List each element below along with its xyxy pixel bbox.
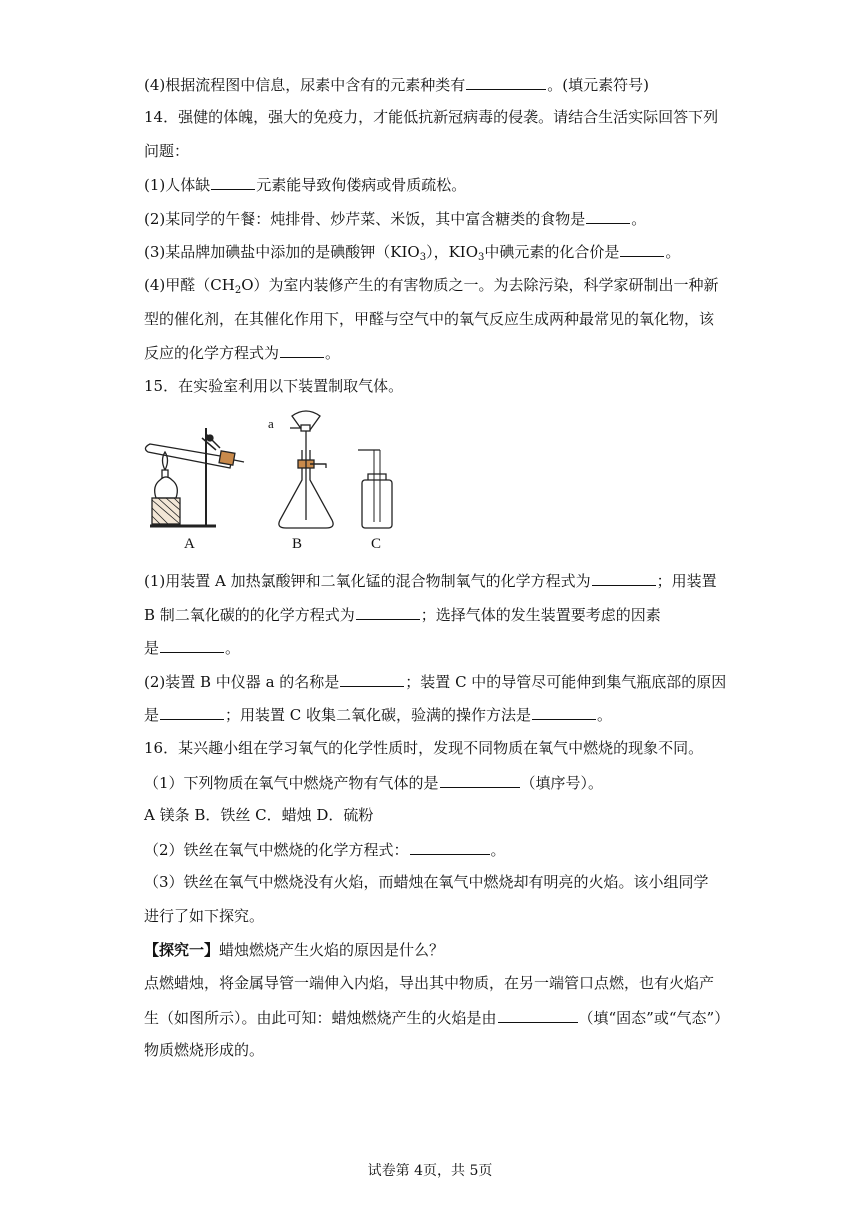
explore-line1: 点燃蜡烛，将金属导管一端伸入内焰，导出其中物质，在另一端管口点燃，也有火焰产 bbox=[144, 974, 715, 992]
explore-line2: 生（如图所示）。由此可知：蜡烛燃烧产生的火焰是由 （填“固态”或“气态”） bbox=[144, 1009, 730, 1027]
q14-4-line3: 反应的化学方程式为 。 bbox=[144, 344, 341, 362]
explore-heading: 【探究一】蜡烛燃烧产生火焰的原因是什么？ bbox=[144, 941, 445, 959]
answer-blank[interactable] bbox=[340, 671, 404, 687]
label-apparatus-a: A bbox=[184, 536, 195, 552]
answer-blank[interactable] bbox=[211, 174, 255, 190]
apparatus-figure bbox=[140, 408, 410, 558]
explore-line3: 物质燃烧形成的。 bbox=[144, 1041, 265, 1059]
q14-2: (2)某同学的午餐：炖排骨、炒芹菜、米饭，其中富含糖类的食物是 。 bbox=[144, 210, 647, 228]
q14-4-line2: 型的催化剂，在其催化作用下，甲醛与空气中的氧气反应生成两种最常见的氧化物，该 bbox=[144, 310, 715, 328]
answer-blank[interactable] bbox=[356, 604, 420, 620]
q16-options: A 镁条 B．铁丝 C．蜡烛 D．硫粉 bbox=[144, 806, 374, 824]
q14-1: (1)人体缺 元素能导致佝偻病或骨质疏松。 bbox=[144, 176, 467, 194]
answer-blank[interactable] bbox=[498, 1007, 578, 1023]
label-apparatus-c: C bbox=[371, 536, 382, 552]
q16-3-line2: 进行了如下探究。 bbox=[144, 907, 265, 925]
answer-blank[interactable] bbox=[466, 74, 546, 90]
answer-blank[interactable] bbox=[440, 772, 520, 788]
q16-1: （1）下列物质在氧气中燃烧产物有气体的是 （填序号）。 bbox=[144, 774, 604, 792]
q15-1-line2: B 制二氧化碳的的化学方程式为 ；选择气体的发生装置要考虑的因素 bbox=[144, 606, 661, 624]
answer-blank[interactable] bbox=[532, 704, 596, 720]
answer-blank[interactable] bbox=[410, 839, 490, 855]
answer-blank[interactable] bbox=[586, 208, 630, 224]
answer-blank[interactable] bbox=[160, 704, 224, 720]
q15-1-line1: (1)用装置 A 加热氯酸钾和二氧化锰的混合物制氧气的化学方程式为 ；用装置 bbox=[144, 572, 717, 590]
q16-2: （2）铁丝在氧气中燃烧的化学方程式： 。 bbox=[144, 841, 506, 859]
q14-stem-2: 问题： bbox=[144, 142, 190, 160]
q16-stem: 16．某兴趣小组在学习氧气的化学性质时，发现不同物质在氧气中燃烧的现象不同。 bbox=[144, 739, 704, 757]
q14-stem-1: 14．强健的体魄，强大的免疫力，才能低抗新冠病毒的侵袭。请结合生活实际回答下列 bbox=[144, 108, 719, 126]
label-apparatus-b: B bbox=[292, 536, 303, 552]
q14-3: (3)某品牌加碘盐中添加的是碘酸钾$(KIO_3)$，$KIO_3$中碘元素的化合价是 。 bbox=[144, 243, 681, 263]
answer-blank[interactable] bbox=[620, 241, 664, 257]
q13-4: (4)根据流程图中信息，尿素中含有的元素种类有 。(填元素符号) bbox=[144, 76, 649, 94]
q15-1-line3: 是 。 bbox=[144, 639, 241, 657]
label-a-instrument: a bbox=[268, 416, 274, 431]
q15-2-line2: 是 ；用装置 C 收集二氧化碳，验满的操作方法是 。 bbox=[144, 706, 613, 724]
apparatus-drawing bbox=[140, 408, 410, 558]
q15-stem: 15．在实验室利用以下装置制取气体。 bbox=[144, 377, 404, 395]
q15-2-line1: (2)装置 B 中仪器 a 的名称是 ；装置 C 中的导管尽可能伸到集气瓶底部的原因 bbox=[144, 673, 727, 691]
answer-blank[interactable] bbox=[280, 342, 324, 358]
answer-blank[interactable] bbox=[160, 637, 224, 653]
page-footer: 试卷第 4页，共 5页 bbox=[367, 1163, 493, 1179]
q14-4-line1: (4)甲醛$(CH_2O)$为室内装修产生的有害物质之一。为去除污染，科学家研制出一种新 bbox=[144, 276, 719, 296]
q16-3-line1: （3）铁丝在氧气中燃烧没有火焰，而蜡烛在氧气中燃烧却有明亮的火焰。该小组同学 bbox=[144, 873, 709, 891]
answer-blank[interactable] bbox=[592, 570, 656, 586]
